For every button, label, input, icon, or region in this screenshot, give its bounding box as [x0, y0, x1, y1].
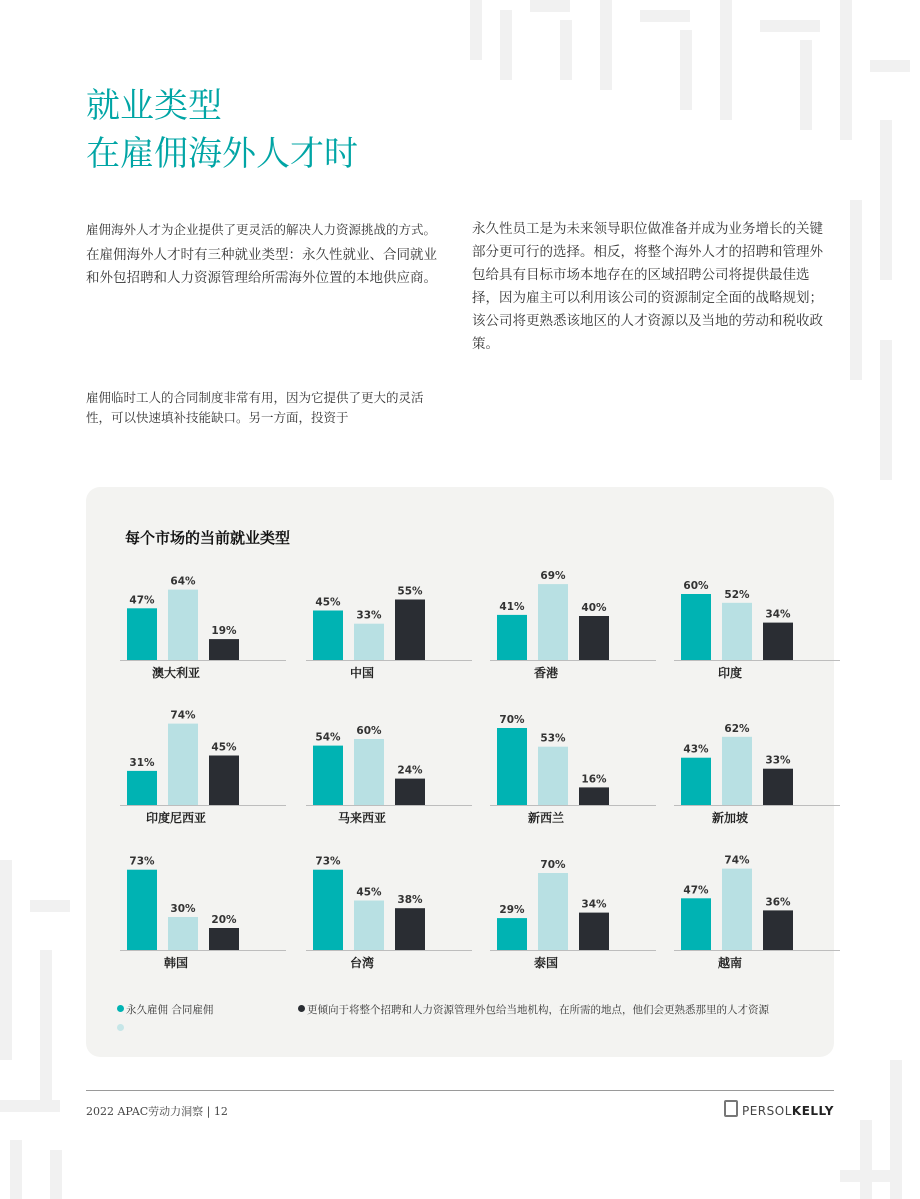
bar-permanent [497, 728, 527, 805]
data-label: 74% [170, 709, 196, 722]
bar-contract [354, 739, 384, 805]
data-label: 52% [724, 588, 750, 601]
market-chart [670, 854, 840, 970]
market-chart [116, 855, 286, 970]
data-label: 47% [129, 594, 155, 607]
market-chart [116, 570, 286, 680]
bar-contract [722, 603, 752, 660]
market-chart [486, 860, 656, 970]
bar-contract [722, 737, 752, 805]
data-label: 36% [765, 896, 791, 909]
market-chart [670, 715, 840, 825]
data-label: 60% [356, 725, 382, 737]
market-chart-svg [486, 860, 656, 960]
market-chart-svg [670, 715, 840, 815]
legend-dot-permanent [117, 1005, 124, 1012]
market-label: 马来西亚 [337, 811, 386, 825]
data-label: 43% [683, 743, 709, 756]
market-chart-svg [302, 570, 472, 670]
data-label: 62% [724, 722, 750, 735]
data-label: 31% [129, 756, 155, 769]
market-chart-svg [302, 855, 472, 960]
bar-outsource [395, 600, 425, 661]
data-label: 20% [211, 914, 237, 926]
chart-title: 每个市场的当前就业类型 [125, 529, 291, 547]
market-chart [116, 709, 286, 825]
bar-outsource [579, 616, 609, 660]
bar-outsource [395, 779, 425, 805]
data-label: 40% [581, 602, 607, 614]
market-label: 越南 [717, 956, 742, 970]
bar-outsource [763, 910, 793, 950]
bar-contract [354, 901, 384, 951]
market-chart [302, 855, 472, 970]
data-label: 73% [129, 855, 155, 868]
bar-outsource [209, 639, 239, 660]
data-label: 34% [581, 898, 607, 911]
logo-text-light: PERSOL [741, 1104, 792, 1118]
right-text-block [472, 218, 836, 360]
data-label: 30% [170, 903, 196, 915]
bar-permanent [681, 898, 711, 950]
legend-right [298, 1002, 769, 1017]
market-chart-svg [670, 570, 840, 670]
bar-permanent [127, 608, 157, 660]
market-label: 中国 [349, 666, 374, 680]
data-label: 55% [397, 585, 423, 598]
bar-contract [168, 590, 198, 660]
data-label: 45% [356, 886, 382, 899]
data-label: 29% [499, 904, 525, 917]
data-label: 53% [540, 732, 566, 745]
market-chart [302, 715, 472, 825]
bar-outsource [579, 787, 609, 805]
footer-page-info: 2022 APAC劳动力洞察 | 12 [86, 1105, 228, 1118]
market-chart [670, 570, 840, 680]
bar-outsource [209, 928, 239, 950]
data-label: 45% [315, 596, 341, 609]
bar-permanent [313, 870, 343, 950]
bar-permanent [497, 918, 527, 950]
bar-outsource [395, 908, 425, 950]
bar-outsource [763, 623, 793, 660]
data-label: 70% [540, 859, 566, 871]
data-label: 24% [397, 764, 423, 777]
logo-icon [724, 1100, 738, 1117]
data-label: 16% [581, 773, 607, 786]
market-chart [302, 570, 472, 680]
bar-contract [168, 917, 198, 950]
market-chart-svg [116, 855, 286, 960]
bar-permanent [127, 870, 157, 950]
market-label: 韩国 [163, 956, 188, 970]
data-label: 54% [315, 731, 341, 744]
market-label: 印度 [717, 666, 742, 680]
bar-contract [354, 624, 384, 660]
left-text-block-2 [86, 388, 446, 432]
data-label: 64% [170, 575, 196, 588]
bar-permanent [681, 758, 711, 805]
data-label: 34% [765, 608, 791, 621]
market-chart [486, 715, 656, 825]
page-title [86, 82, 358, 178]
bar-contract [538, 584, 568, 660]
left-paragraph-1: 雇佣海外人才为企业提供了更灵活的解决人力资源挑战的方式。 [86, 222, 437, 237]
bar-permanent [681, 594, 711, 660]
data-label: 33% [765, 754, 791, 767]
market-chart-svg [116, 709, 286, 815]
bar-contract [538, 873, 568, 950]
data-label: 69% [540, 570, 566, 583]
market-label: 台湾 [349, 956, 374, 970]
data-label: 45% [211, 741, 237, 754]
bar-contract [722, 869, 752, 950]
data-label: 38% [397, 894, 423, 907]
data-label: 47% [683, 884, 709, 897]
bar-contract [538, 747, 568, 805]
title-line-1: 就业类型 [86, 86, 222, 126]
footer-divider [86, 1090, 834, 1091]
market-label: 印度尼西亚 [145, 811, 206, 825]
market-label: 香港 [533, 666, 558, 680]
bar-permanent [313, 611, 343, 661]
left-paragraph-3: 雇佣临时工人的合同制度非常有用，因为它提供了更大的灵活性，可以快速填补技能缺口。另一方面，投资于 [86, 390, 424, 425]
legend-dot-outsource [298, 1005, 305, 1012]
logo-text-bold: KELLY [791, 1104, 834, 1118]
bar-outsource [209, 756, 239, 806]
market-chart-svg [302, 715, 472, 815]
data-label: 70% [499, 714, 525, 726]
market-label: 澳大利亚 [151, 666, 200, 680]
data-label: 41% [499, 600, 525, 613]
left-text-block [86, 220, 446, 294]
data-label: 60% [683, 580, 709, 592]
bar-permanent [127, 771, 157, 805]
data-label: 73% [315, 855, 341, 868]
legend-text-left: 永久雇佣 合同雇佣 [126, 1004, 214, 1016]
legend-dot-contract [117, 1024, 124, 1031]
data-label: 33% [356, 609, 382, 622]
left-paragraph-2: 在雇佣海外人才时有三种就业类型：永久性就业、合同就业和外包招聘和人力资源管理给所需海外位置的本地供应商。 [86, 247, 437, 286]
market-label: 泰国 [533, 956, 558, 970]
title-line-2: 在雇佣海外人才时 [86, 134, 358, 174]
market-chart [486, 570, 656, 680]
bar-permanent [497, 615, 527, 660]
market-chart-svg [486, 570, 656, 670]
bar-outsource [763, 769, 793, 805]
company-logo [724, 1100, 834, 1118]
market-label: 新西兰 [527, 811, 564, 825]
data-label: 74% [724, 854, 750, 867]
bar-contract [168, 724, 198, 805]
legend-left [117, 1002, 213, 1035]
legend-text-right: 更倾向于将整个招聘和人力资源管理外包给当地机构，在所需的地点，他们会更熟悉那里的人才资源 [307, 1004, 769, 1016]
market-chart-svg [116, 570, 286, 670]
market-chart-svg [486, 715, 656, 815]
bar-permanent [313, 746, 343, 805]
right-paragraph-1: 永久性员工是为未来领导职位做准备并成为业务增长的关键部分更可行的选择。相反，将整个海外人才的招聘和管理外包给具有目标市场本地存在的区域招聘公司将提供最佳选择，因为雇主可以利用该公司的资源制定全面的战略规划；该公司将更熟悉该地区的人才资源以及当地的劳动和税收政策。 [472, 221, 823, 352]
market-chart-svg [670, 854, 840, 960]
market-label: 新加坡 [711, 811, 748, 825]
bar-outsource [579, 913, 609, 950]
data-label: 19% [211, 625, 237, 638]
